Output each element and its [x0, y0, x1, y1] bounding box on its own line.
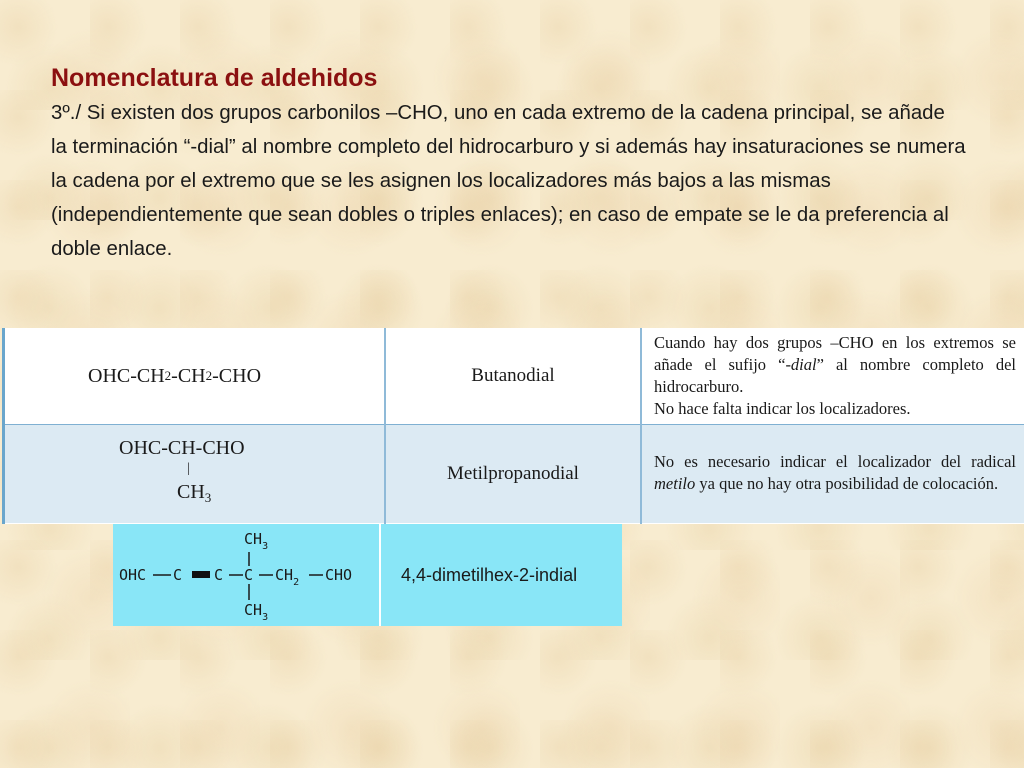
formula-metilpropanodial	[119, 435, 299, 515]
rule-paragraph: 3º./ Si existen dos grupos carbonilos –CHO, uno en cada extremo de la cadena principal, se añade la terminación “-dial” al nombre completo del hidrocarburo y si además hay insaturaciones se numera la cadena por el extremo que se les asignen los localizadores más bajos a las mismas (independientemente que sean dobles o triples enlaces); en caso de empate se le da preferencia al doble enlace.	[51, 102, 966, 260]
formula-subscript: 3	[204, 490, 212, 505]
note-text: No hace falta indicar los localizadores.	[654, 399, 911, 418]
formula-part: CH	[177, 481, 205, 503]
chain-quaternary-carbon: C	[244, 566, 254, 584]
note-text: Cuando hay dos grupos –CHO en los extremos se añade el sufijo “	[654, 333, 1016, 374]
formula-main-chain: OHC-CH-CHO	[119, 437, 245, 459]
examples-table	[2, 328, 1024, 524]
name-metilpropanodial: Metilpropanodial	[447, 463, 579, 484]
note-text: No es necesario indicar el localizador del radical	[654, 452, 1016, 471]
structure-diagram	[113, 524, 379, 626]
chain-left: OHC	[119, 566, 147, 584]
note-text: ” al nombre completo del hidrocarburo.	[654, 355, 1016, 396]
note-metilpropanodial	[654, 427, 1016, 519]
name-butanodial: Butanodial	[471, 365, 555, 386]
formula-part: OHC-CH	[88, 364, 165, 387]
name-dimetilhexindial: 4,4-dimetilhex-2-indial	[401, 564, 578, 585]
name-dimetilhexindial-cell	[381, 524, 622, 626]
table-row	[5, 425, 1024, 523]
chain-carbon: C	[173, 566, 183, 584]
formula-bond: |	[187, 461, 190, 476]
formula-branch	[177, 479, 211, 505]
methyl-bottom: $CH_3$	[244, 601, 269, 623]
note-text: ya que no hay otra posibilidad de colocación.	[695, 474, 999, 493]
formula-butanodial: OHC-CH 2 -CH 2 -CHO	[88, 364, 262, 387]
note-butanodial	[654, 330, 1016, 422]
column-divider	[640, 328, 642, 524]
note-italic: -dial	[785, 355, 817, 374]
structural-formula-svg	[113, 524, 379, 626]
slide-title: Nomenclatura de aldehidos	[51, 64, 378, 92]
table-row	[5, 328, 1024, 424]
chain-ch2: $CH_2$	[275, 566, 300, 588]
triple-bond	[192, 571, 210, 578]
formula-part: -CHO	[212, 364, 262, 387]
note-italic: metilo	[654, 474, 696, 493]
column-divider	[384, 328, 386, 524]
formula-part: -CH	[171, 364, 206, 387]
chain-carbon: C	[214, 566, 224, 584]
chain-right: CHO	[325, 566, 353, 584]
methyl-top: $CH_3$	[244, 530, 269, 552]
